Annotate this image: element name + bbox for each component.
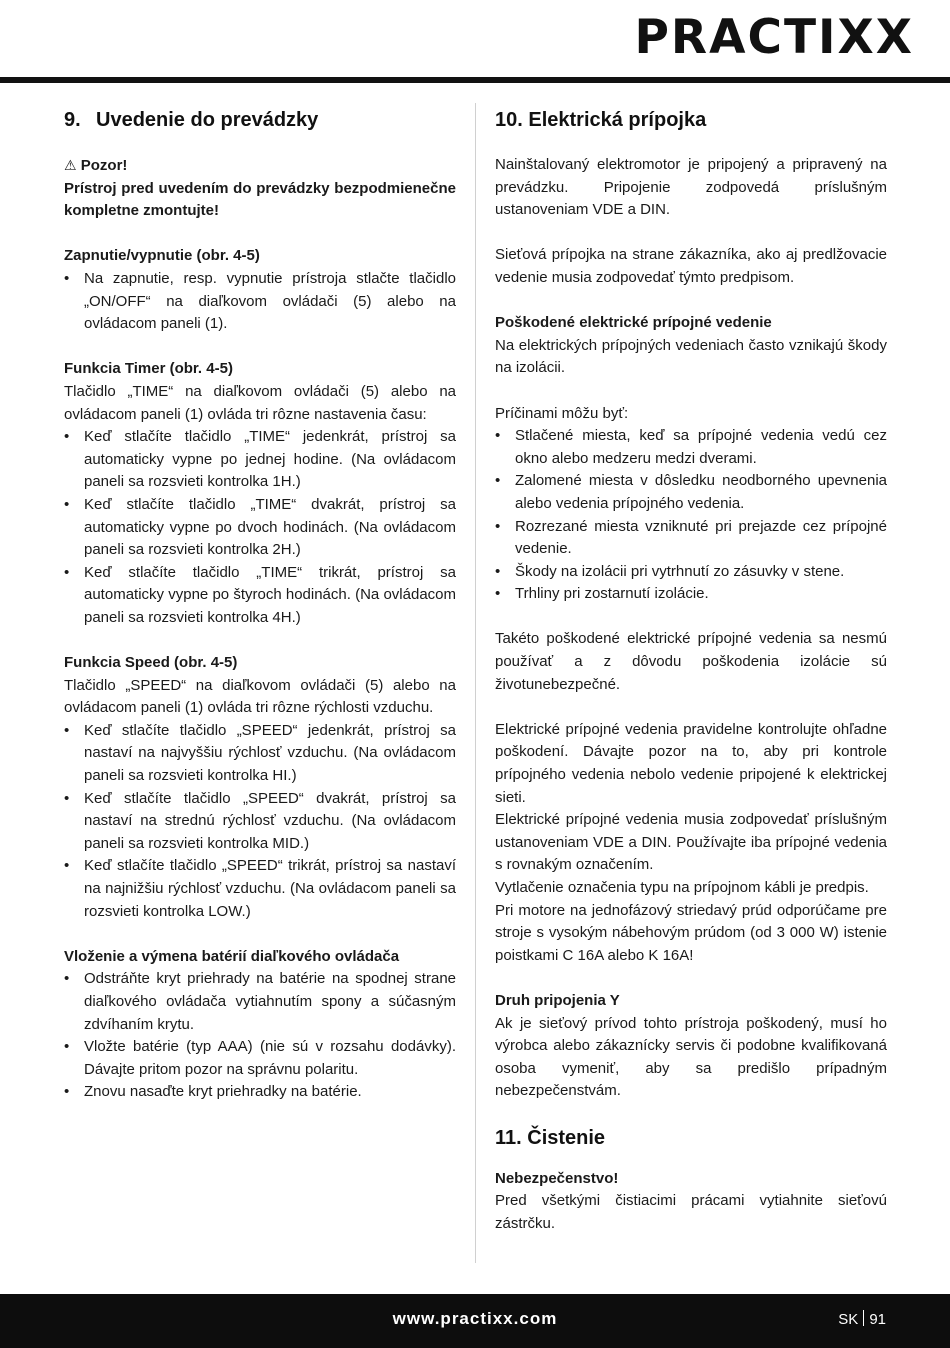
paragraph: Sieťová prípojka na strane zákazníka, ako aj predlžovacie vedenie musia zodpovedať týmto predpisom.: [495, 246, 887, 286]
list-item: • Keď stlačíte tlačidlo „TIME“ trikrát, prístroj sa automaticky vypne po štyroch hodinách. (Na ovládacom paneli sa rozsvieti kontrolka 4H.): [64, 562, 456, 630]
list-item: • Vložte batérie (typ AAA) (nie sú v rozsahu dodávky). Dávajte pritom pozor na správnu polaritu.: [64, 1036, 456, 1081]
list-item: • Na zapnutie, resp. vypnutie prístroja stlačte tlačidlo „ON/OFF“ na diaľkovom ovládači (5) alebo na ovládacom paneli (1).: [64, 268, 456, 336]
paragraph: Na elektrických prípojných vedeniach často vznikajú škody na izolácii.: [495, 336, 887, 377]
onoff-list: [64, 268, 456, 336]
list-item: • Zalomené miesta v dôsledku neodborného upevnenia alebo vedenia prípojného vedenia.: [495, 470, 887, 515]
section-10-heading: 10. Elektrická prípojka: [495, 109, 707, 131]
paragraph: Nainštalovaný elektromotor je pripojený a pripravený na prevádzku. Pripojenie zodpovedá príslušným ustanoveniam VDE a DIN.: [495, 156, 887, 219]
speed-intro: Tlačidlo „SPEED“ na diaľkovom ovládači (5) alebo na ovládacom paneli (1) ovláda tri rôzne rýchlosti vzduchu.: [64, 676, 456, 717]
page-indicator: [838, 1310, 886, 1328]
list-item: • Keď stlačíte tlačidlo „SPEED“ trikrát, prístroj sa nastaví na najnižšiu rýchlosť vzduchu. (Na ovládacom paneli sa rozsvieti kontrolka LOW.): [64, 855, 456, 923]
list-item: • Keď stlačíte tlačidlo „SPEED“ dvakrát, prístroj sa nastaví na strednú rýchlosť vzduchu. (Na ovládacom paneli sa rozsvieti kontrolka MID.): [64, 788, 456, 856]
timer-heading: Funkcia Timer (obr. 4-5): [64, 360, 233, 378]
list-item: • Škody na izolácii pri vytrhnutí zo zásuvky v stene.: [495, 561, 887, 584]
list-item: • Znovu nasaďte kryt priehradky na batérie.: [64, 1081, 456, 1104]
onoff-heading: Zapnutie/vypnutie (obr. 4-5): [64, 247, 260, 265]
connection-heading: Druh pripojenia Y: [495, 991, 620, 1009]
section-9-number: 9.: [64, 109, 81, 131]
list-item: • Keď stlačíte tlačidlo „SPEED“ jedenkrát, prístroj sa nastaví na najvyššiu rýchlosť vzduchu. (Na ovládacom paneli sa rozsvieti kontrolka HI.): [64, 720, 456, 788]
paragraph: Pred všetkými čistiacimi prácami vytiahnite sieťovú zástrčku.: [495, 1192, 887, 1232]
paragraph: Elektrické prípojné vedenia pravidelne kontrolujte ohľadne poškodení. Dávajte pozor na to, aby pri kontrole prípojného vedenia nebolo vedenie pripojené k elektrickej sieti.: [495, 720, 887, 806]
speed-heading: Funkcia Speed (obr. 4-5): [64, 654, 238, 672]
section-9-heading: [64, 108, 456, 132]
danger-heading: Nebezpečenstvo!: [495, 1169, 619, 1187]
paragraph: Elektrické prípojné vedenia musia zodpovedať príslušným ustanoveniam VDE a DIN. Používajte iba prípojné vedenia s rovnakým označením.: [495, 811, 887, 874]
warning-triangle-icon: ⚠: [64, 157, 77, 173]
speed-list: [64, 720, 456, 923]
causes-intro: Príčinami môžu byť:: [495, 404, 629, 422]
list-item: • Keď stlačíte tlačidlo „TIME“ jedenkrát, prístroj sa automaticky vypne po jednej hodine. (Na ovládacom paneli sa rozsvieti kontrolka 1H.): [64, 426, 456, 494]
column-divider: [475, 103, 476, 1263]
battery-heading: Vloženie a výmena batérií diaľkového ovládača: [64, 947, 400, 965]
right-column: [495, 108, 887, 1235]
list-item: • Stlačené miesta, keď sa prípojné vedenia vedú cez okno alebo medzeru medzi dverami.: [495, 425, 887, 470]
warning-text: Prístroj pred uvedením do prevádzky bezpodmienečne kompletne zmontujte!: [64, 179, 456, 220]
footer-url: www.practixx.com: [392, 1309, 558, 1328]
language-code: SK: [838, 1311, 859, 1328]
paragraph: Pri motore na jednofázový striedavý prúd odporúčame pre stroje s vysokým nábehovým prúdom (od 3 000 W) istenie poistkami C 16A alebo K 16A!: [495, 901, 887, 964]
list-item: • Trhliny pri zostarnutí izolácie.: [495, 583, 887, 606]
section-9-title: Uvedenie do prevádzky: [96, 109, 319, 131]
causes-list: [495, 425, 887, 606]
left-column: [64, 108, 456, 1104]
timer-list: [64, 426, 456, 629]
list-item: • Odstráňte kryt priehrady na batérie na spodnej strane diaľkového ovládača vytiahnutím spony a súčasným zdvíhaním krytu.: [64, 968, 456, 1036]
page-separator: [863, 1310, 864, 1326]
section-11-heading: 11. Čistenie: [495, 1126, 606, 1149]
footer-bar: [0, 1294, 950, 1348]
warning-heading: [64, 154, 456, 178]
timer-intro: Tlačidlo „TIME“ na diaľkovom ovládači (5) alebo na ovládacom paneli (1) ovláda tri rôzne nastavenia času:: [64, 382, 456, 423]
battery-list: [64, 968, 456, 1104]
header-rule: [0, 77, 950, 83]
paragraph: Takéto poškodené elektrické prípojné vedenia sa nesmú používať a z dôvodu poškodenia izolácie sú životunebezpečné.: [495, 630, 887, 693]
paragraph: Ak je sieťový prívod tohto prístroja poškodený, musí ho výrobca alebo zákaznícky servis či podobne kvalifikovaná osoba vymeniť, aby sa predišlo prípadným nebezpečenstvám.: [495, 1014, 887, 1100]
page-number: 91: [869, 1311, 886, 1328]
paragraph: Vytlačenie označenia typu na prípojnom kábli je predpis.: [495, 879, 869, 896]
list-item: • Keď stlačíte tlačidlo „TIME“ dvakrát, prístroj sa automaticky vypne po dvoch hodinách. (Na ovládacom paneli sa rozsvieti kontrolka 2H.): [64, 494, 456, 562]
damaged-heading: Poškodené elektrické prípojné vedenie: [495, 314, 772, 332]
brand-logo: PRACTIXX: [634, 10, 914, 65]
list-item: • Rozrezané miesta vzniknuté pri prejazde cez prípojné vedenie.: [495, 516, 887, 561]
warning-title: Pozor!: [80, 157, 128, 174]
